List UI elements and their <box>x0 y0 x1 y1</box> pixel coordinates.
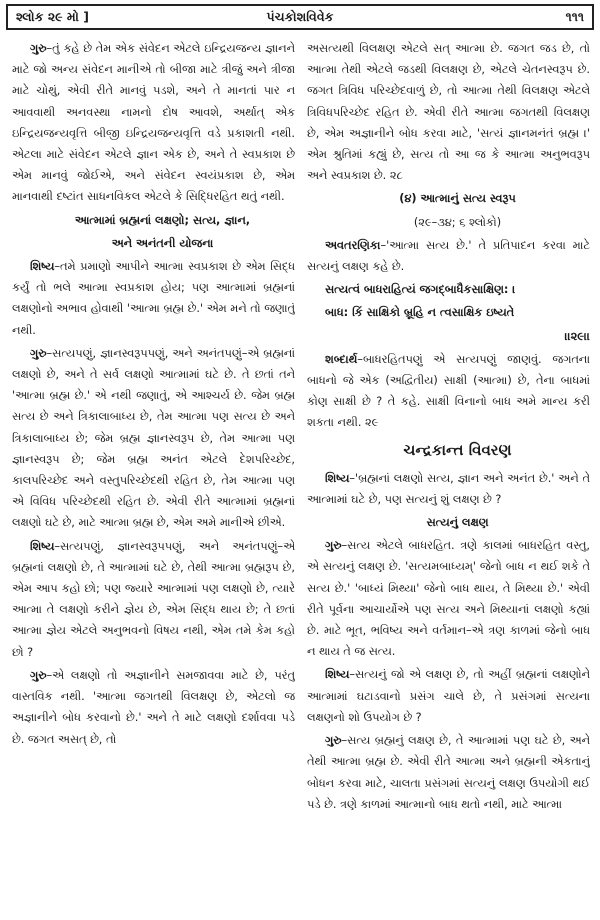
sub-heading: સત્યનું લક્ષણ <box>426 516 489 530</box>
paragraph: અવતરણિકા–'આત્મા સત્ય છે.' તે પ્રતિપાદન કરવા માટે સત્યનું લક્ષણ કહે છે. <box>307 238 590 274</box>
left-column <box>12 38 295 914</box>
verse-line-2: બાધ: કિં સાક્ષિકો બ્રૂહિ ન ત્વસાક્ષિક ઇષ્યતે <box>325 306 515 320</box>
verse-number: ।।૨૯।। <box>564 329 590 343</box>
speaker-label: ગુરુ <box>30 668 47 682</box>
speaker-label: ગુરુ <box>325 734 342 748</box>
header-verse-ref: શ્લોક ૨૯ મો ] <box>16 9 89 24</box>
speaker-label: શિષ્ય <box>30 539 55 553</box>
speaker-label: ગુરુ <box>30 346 47 360</box>
avataranika-label: અવતરણિકા <box>325 238 381 252</box>
page-number: ૧૧૧ <box>565 9 584 24</box>
section-heading: આત્મામાં બ્રહ્મનાં લક્ષણો; સત્ય, જ્ઞાન, <box>74 213 251 227</box>
commentary-title: ચન્દ્રકાન્ત વિવરણ <box>403 440 512 459</box>
paragraph: શિષ્ય–સત્યપણું, જ્ઞાનસ્વરૂપપણું, અને અનંતપણું–એ બ્રહ્મનાં લક્ષણો છે, તે આત્મામાં ઘટે છે, તેથી આત્મા બ્રહ્મરૂપ છે, એમ આપ કહો છો; પણ જ્યારે આત્મામાં પણ લક્ષણો છે, ત્યારે આત્મા તે લક્ષણો કરીને જ્ઞેય છે, એમ સિદ્ધ થાય છે; તે છતાં આત્મા જ્ઞેય એટલે અનુભવનો વિષય નથી, એમ તમે કેમ કહો છો ? <box>12 539 295 659</box>
speaker-label: શિષ્ય <box>325 668 350 682</box>
right-column <box>307 38 590 914</box>
paragraph: ગુરુ–સત્યપણું, જ્ઞાનસ્વરૂપપણું, અને અનંતપણું–એ બ્રહ્મનાં લક્ષણો છે, અને તે સર્વ લક્ષણો આત્મામાં ઘટે છે. તે છતાં તને 'આત્મા બ્રહ્મ છે.' એ નથી જણાતું, એ આશ્ચર્ય છે. જેમ બ્રહ્મ સત્ય છે અને ત્રિકાલાબાધ્ય છે, તેમ આત્મા પણ સત્ય છે અને ત્રિકાલાબાધ્ય છે; જેમ બ્રહ્મ જ્ઞાનસ્વરૂપ છે, તેમ આત્મા પણ જ્ઞાનસ્વરૂપ છે; જેમ બ્રહ્મ અનંત એટલે દેશપરિચ્છેદ, કાલપરિચ્છેદ અને વસ્તુપરિચ્છેદથી રહિત છે, તેમ આત્મા પણ એ વિવિધ પરિચ્છેદથી રહિત છે. એવી રીતે આત્મામાં બ્રહ્મનાં લક્ષણો ઘટે છે, માટે આત્મા બ્રહ્મ છે, એમ અમે માનીએ છીએ. <box>12 346 295 530</box>
paragraph: ગુરુ–તું કહે છે તેમ એક સંવેદન એટલે ઇન્દ્રિયજન્ય જ્ઞાનને માટે જો અન્ય સંવેદન માનીએ તો બીજા માટે ત્રીજું અને ત્રીજા માટે ચોથું, એવી રીતે માનવું પડશે, અને તે માનતાં પાર ન આવવાથી અનવસ્થા નામનો દોષ આવશે, અર્થાત્ એક ઇન્દ્રિયજન્યવૃત્તિ બીજી ઇન્દ્રિયજન્યવૃત્તિ વડે પ્રકાશતી નથી. એટલા માટે સંવેદન એટલે જ્ઞાન એક છે, અને તે સ્વપ્રકાશ છે એમ માનવું જોઈએ, અને સંવેદન સ્વયંપ્રકાશ છે, એમ માનવાથી દષ્ટાંત સાધનવિકલ એટલે કે સિદ્ધિરહિત થતું નથી. <box>12 42 295 204</box>
paragraph: ગુરુ–સત્ય બ્રહ્મનું લક્ષણ છે, તે આત્મામાં પણ ઘટે છે, અને તેથી આત્મા બ્રહ્મ છે. એવી રીતે આત્મા અને બ્રહ્મની એકતાનું બોધન કરવા માટે, ચાલતા પ્રસંગમાં સત્યનું લક્ષણ ઉપયોગી થઈ પડે છે. ત્રણે કાળમાં આત્માનો બાધ થતો નથી, માટે આત્મા <box>307 734 590 811</box>
paragraph: શિષ્ય–'બ્રહ્મનાં લક્ષણો સત્ય, જ્ઞાન અને અનંત છે.' અને તે આત્મામાં ઘટે છે, પણ સત્યનું શું લક્ષણ છે ? <box>307 471 590 506</box>
paragraph: અસત્યથી વિલક્ષણ એટલે સત્ આત્મા છે. જગત જડ છે, તો આત્મા તેથી એટલે જડથી વિલક્ષણ છે, એટલે ચેતનસ્વરૂપ છે. જગત ત્રિવિધ પરિચ્છેદવાળું છે, તો આત્મા તેથી વિલક્ષણ એટલે ત્રિવિધપરિચ્છેદ રહિત છે. એવી રીતે આત્મા જગતથી વિલક્ષણ છે, એમ અજ્ઞાનીને બોધ કરવા માટે, 'સત્યં જ્ઞાનમનંતં બ્રહ્મ ।' એમ શ્રુતિમાં કહ્યું છે, સત્ય તો આ જ કે આત્મા અનુભવરૂપ અને સ્વપ્રકાશ છે. ૨૮ <box>307 42 590 183</box>
speaker-label: ગુરુ <box>325 539 342 553</box>
speaker-label: ગુરુ <box>30 42 47 55</box>
section-title: (૪) આત્માનું સત્ય સ્વરૂપ <box>399 192 516 206</box>
paragraph: ગુરુ–સત્ય એટલે બાધરહિત. ત્રણે કાલમાં બાધરહિત વસ્તુ, એ સત્યનું લક્ષણ છે. 'સત્યમબાધ્યમ્' જેનો બાધ ન થઈ શકે તે સત્ય છે.' 'બાધ્યં મિથ્યા' જેનો બાધ થાય, તે મિથ્યા છે.' એવી રીતે પૂર્વના આચાર્યોએ પણ સત્ય અને મિથ્યાનાં લક્ષણો કહ્યાં છે. માટે ભૂત, ભવિષ્ય અને વર્તમાન–એ ત્રણ કાળમાં જેનો બાધ ન થાય તે જ સત્ય. <box>307 539 590 659</box>
section-heading-line2: અને અનંતની યોજના <box>111 236 214 250</box>
paragraph: શબ્દાર્થ–બાધરહિતપણું એ સત્યપણું જાણવું. જગતના બાધનો જે એક (અદ્વિતીય) સાક્ષી (આત્મા) છે, તેના બાધમાં કોણ સાક્ષી છે ? તે કહે. સાક્ષી વિનાનો બાધ અમે માન્ય કરી શકતા નથી. ૨૯ <box>307 352 590 430</box>
verse-line-1: સત્યત્વં બાધરાહિત્યં જગદ્બાધૈકસાક્ષિણ: । <box>325 283 516 297</box>
paragraph: શિષ્ય–સત્યનું જો એ લક્ષણ છે, તો અહીં બ્રહ્મનાં લક્ષણોને આત્મામાં ઘટાડવાનો પ્રસંગ ચાલે છે, તે પ્રસંગમાં સત્યના લક્ષણનો શો ઉપયોગ છે ? <box>307 668 590 724</box>
paragraph: ગુરુ–એ લક્ષણો તો અજ્ઞાનીને સમજાવવા માટે છે, પરંતુ વાસ્તવિક નથી. 'આત્મા જગતથી વિલક્ષણ છે, એટલો જ અજ્ઞાનીને બોધ કરવાનો છે.' અને તે માટે લક્ષણો દર્શાવવા પડે છે. જગત અસત્ છે, તો <box>12 668 295 746</box>
shabdartha-label: શબ્દાર્થ <box>325 352 358 366</box>
speaker-label: શિષ્ય <box>30 260 55 274</box>
two-column-body <box>12 38 590 914</box>
header-title: પંચકોશવિવેક <box>266 9 334 24</box>
running-header <box>6 4 594 30</box>
speaker-label: શિષ્ય <box>325 471 350 485</box>
paragraph: શિષ્ય–તમે પ્રમાણો આપીને આત્મા સ્વપ્રકાશ છે એમ સિદ્ધ કર્યું તો ભલે આત્મા સ્વપ્રકાશ હોય; પણ આત્મામાં બ્રહ્મનાં લક્ષણોનો અભાવ હોવાથી 'આત્મા બ્રહ્મ છે.' એમ મને તો જણાતું નથી. <box>12 260 295 337</box>
section-subtitle: (૨૯–૩૪; ૬ શ્લોકો) <box>413 215 502 229</box>
